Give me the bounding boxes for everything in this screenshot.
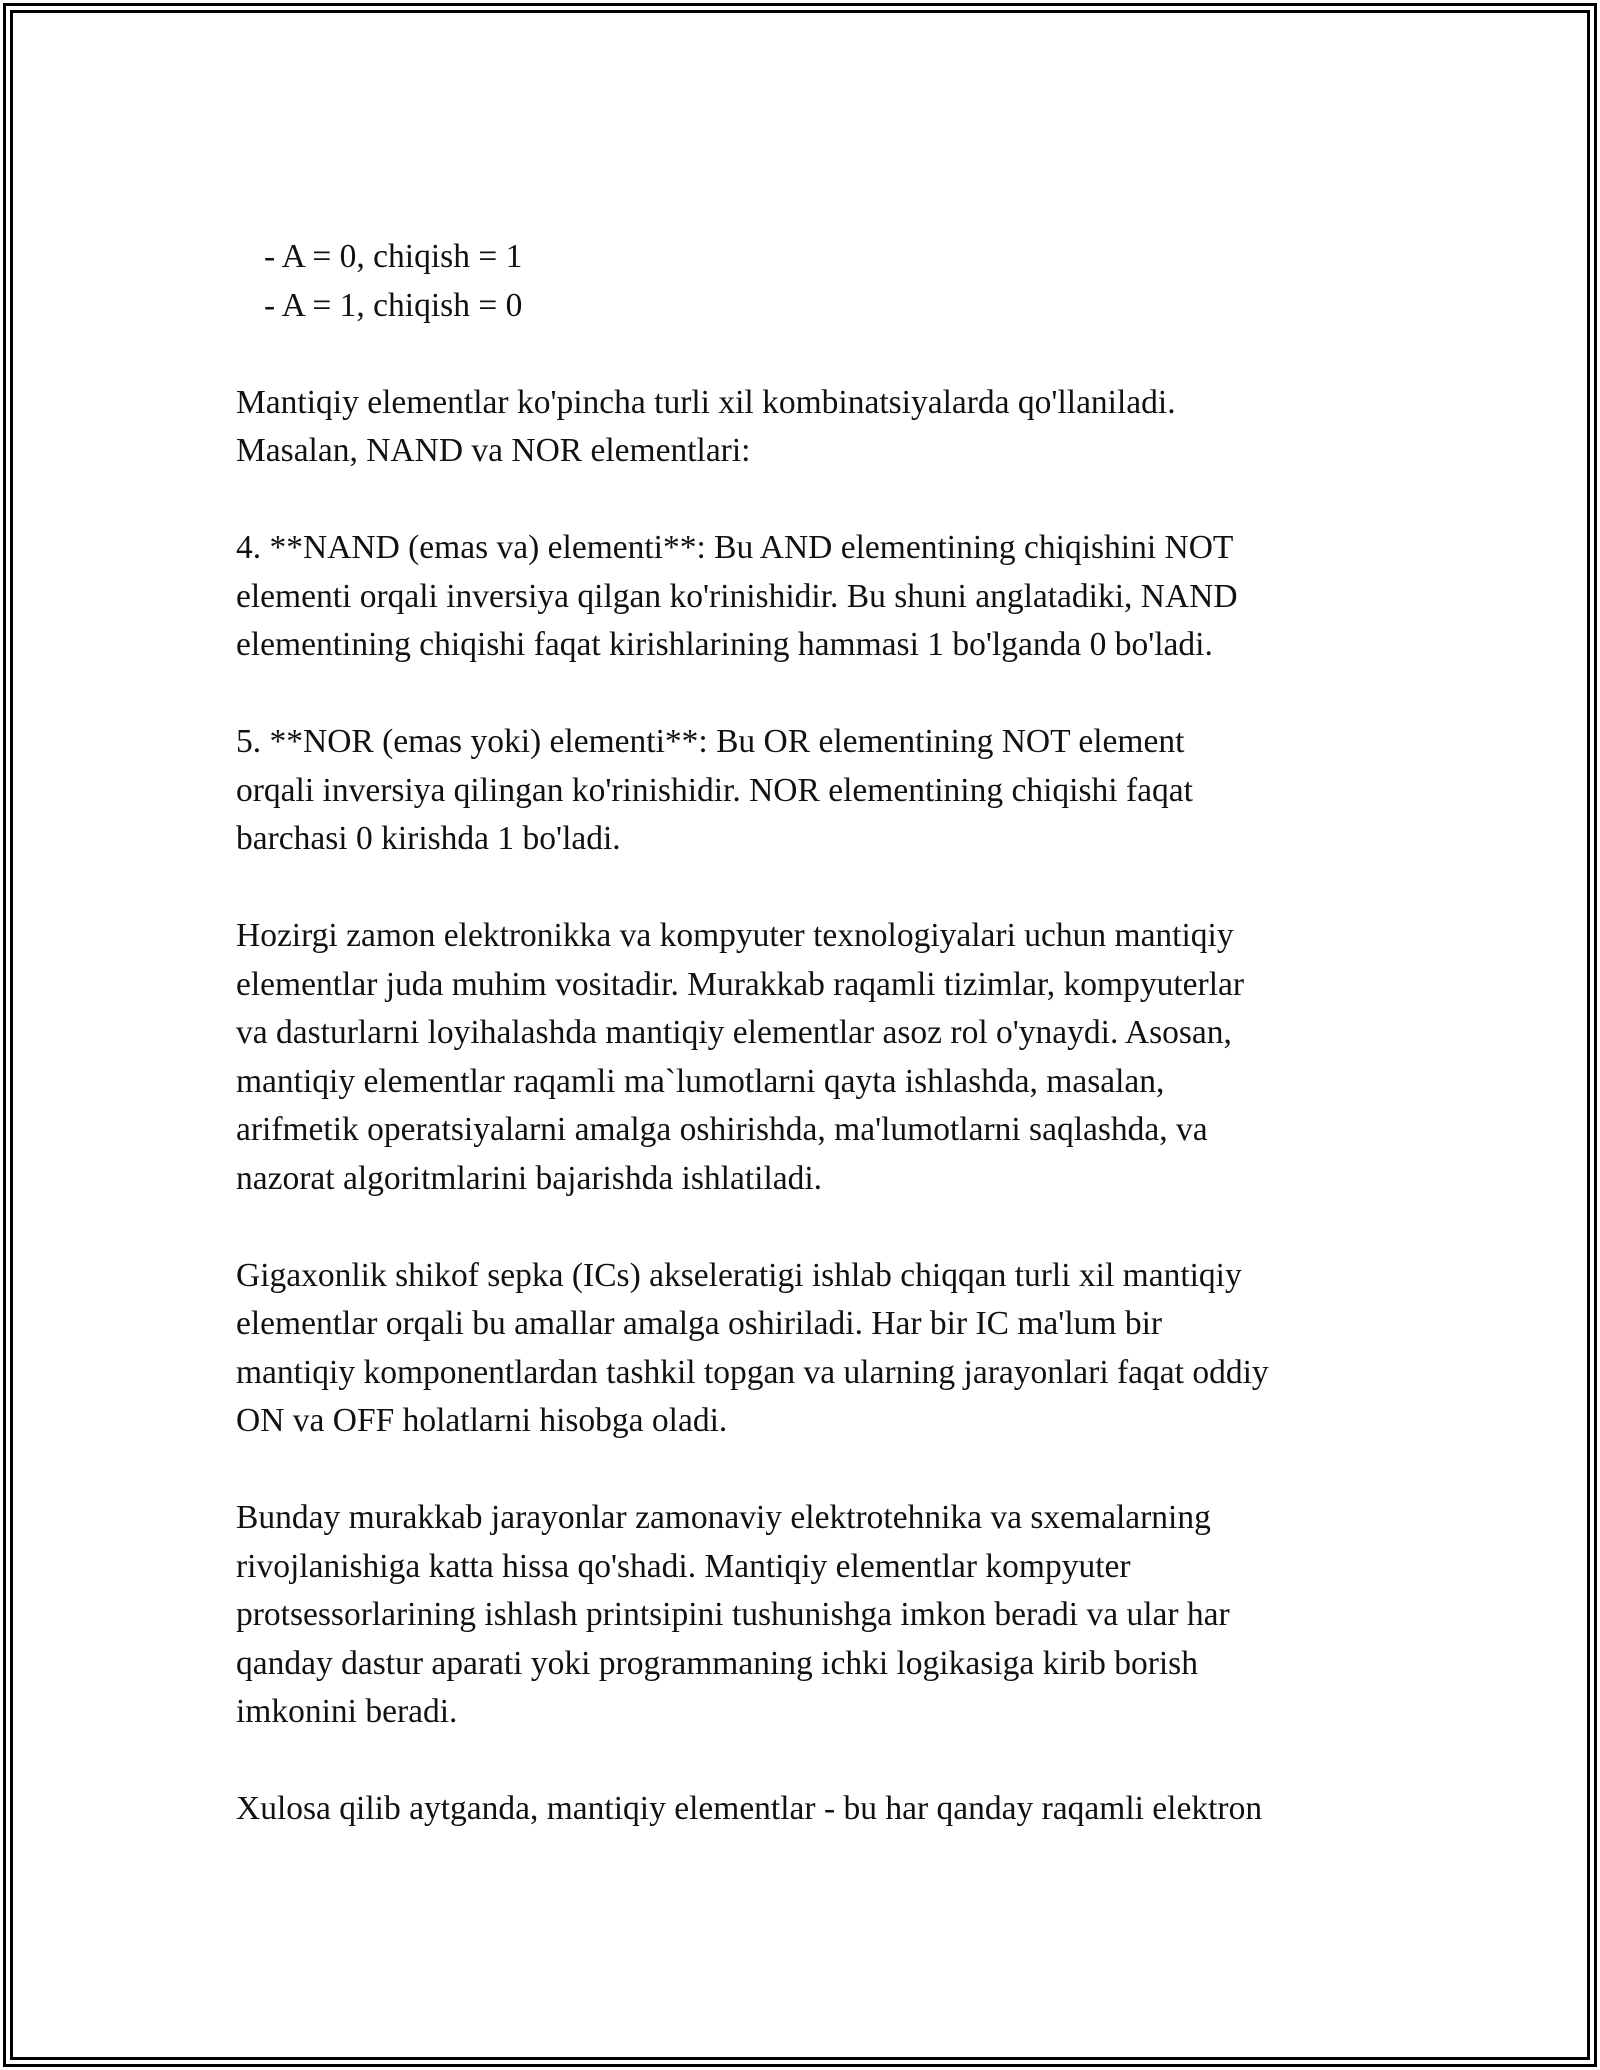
text-line: elementining chiqishi faqat kirishlarining hammasi 1 bo'lganda 0 bo'ladi. <box>236 626 1213 663</box>
text-line: elementlar orqali bu amallar amalga oshiriladi. Har bir IC ma'lum bir <box>236 1305 1163 1342</box>
text-line: protsessorlarining ishlash printsipini tushunishga imkon beradi va ular har <box>236 1596 1230 1633</box>
list-item: - A = 0, chiqish = 1 <box>264 238 523 275</box>
text-line: nazorat algoritmlarini bajarishda ishlatiladi. <box>236 1159 823 1197</box>
paragraph-spacer <box>236 1203 1386 1252</box>
paragraph-spacer <box>236 1737 1386 1786</box>
text-line: ON va OFF holatlarni hisobga oladi. <box>236 1402 728 1439</box>
list-item: - A = 1, chiqish = 0 <box>264 286 523 324</box>
paragraph-spacer <box>236 864 1386 913</box>
paragraph-spacer <box>236 1446 1386 1495</box>
text-line: Bunday murakkab jarayonlar zamonaviy elektrotehnika va sxemalarning <box>236 1499 1211 1536</box>
text-line: mantiqiy elementlar raqamli ma`lumotlarni qayta ishlashda, masalan, <box>236 1062 1165 1100</box>
text-line: va dasturlarni loyihalashda mantiqiy elementlar asoz rol o'ynaydi. Asosan, <box>236 1014 1232 1051</box>
text-line: arifmetik operatsiyalarni amalga oshirishda, ma'lumotlarni saqlashda, va <box>236 1111 1208 1148</box>
text-line: mantiqiy komponentlardan tashkil topgan va ularning jarayonlari faqat oddiy <box>236 1353 1269 1391</box>
paragraph-combinations-intro <box>236 379 1386 476</box>
text-line: orqali inversiya qilingan ko'rinishidir. NOR elementining chiqishi faqat <box>236 771 1193 809</box>
paragraph-modern-electronics <box>236 912 1386 1203</box>
text-line: Hozirgi zamon elektronikka va kompyuter texnologiyalari uchun mantiqiy <box>236 917 1234 954</box>
text-line: Masalan, NAND va NOR elementlari: <box>236 432 751 469</box>
paragraph-complex-processes <box>236 1494 1386 1737</box>
text-line: Xulosa qilib aytganda, mantiqiy elementlar - bu har qanday raqamli elektron <box>236 1790 1263 1827</box>
text-line: barchasi 0 kirishda 1 bo'ladi. <box>236 820 621 857</box>
paragraph-integrated-circuits <box>236 1252 1386 1446</box>
paragraph-spacer <box>236 670 1386 719</box>
text-line: Gigaxonlik shikof sepka (ICs) akseleratigi ishlab chiqqan turli xil mantiqiy <box>236 1256 1242 1294</box>
text-line: elementlar juda muhim vositadir. Murakkab raqamli tizimlar, kompyuterlar <box>236 965 1245 1003</box>
text-line: Mantiqiy elementlar ko'pincha turli xil kombinatsiyalarda qo'llaniladi. <box>236 383 1176 421</box>
paragraph-spacer <box>236 330 1386 379</box>
text-line: elementi orqali inversiya qilgan ko'rinishidir. Bu shuni anglatadiki, NAND <box>236 577 1238 615</box>
paragraph-nand-element <box>236 524 1386 670</box>
paragraph-spacer <box>236 476 1386 525</box>
paragraph-nor-element <box>236 718 1386 864</box>
text-line: rivojlanishiga katta hissa qo'shadi. Mantiqiy elementlar kompyuter <box>236 1547 1131 1585</box>
text-line: 4. **NAND (emas va) elementi**: Bu AND elementining chiqishini NOT <box>236 529 1234 566</box>
text-line: 5. **NOR (emas yoki) elementi**: Bu OR elementining NOT element <box>236 723 1185 760</box>
paragraph-conclusion <box>236 1785 1386 1834</box>
text-line: qanday dastur aparati yoki programmaning ichki logikasiga kirib borish <box>236 1644 1198 1682</box>
text-line: imkonini beradi. <box>236 1693 458 1730</box>
truth-table-list <box>236 233 1386 330</box>
document-body <box>236 233 1386 1834</box>
